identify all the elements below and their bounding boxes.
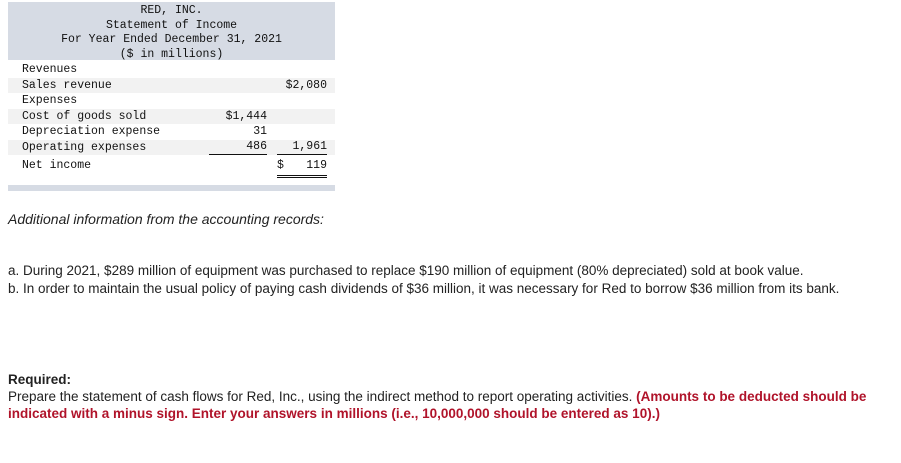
row-label: Expenses (22, 94, 78, 107)
row-label: Revenues (22, 63, 78, 76)
required-section (8, 371, 888, 422)
net-income-value: 119 (306, 159, 327, 172)
currency-symbol: $ (277, 159, 284, 172)
statement-units: ($ in millions) (119, 47, 224, 61)
row-label: Sales revenue (22, 78, 112, 92)
table-row (8, 124, 335, 140)
row-amount: 31 (253, 125, 267, 138)
required-text (8, 388, 888, 422)
required-instruction: (Amounts to be deducted should be indicated with a minus sign. Enter your answers in millions (i.e., 10,000,000 should be entered as 10).) (8, 389, 867, 421)
list-item: a. During 2021, $289 million of equipment was purchased to replace $190 million of equipment (80% depreciated) sold at book value. (8, 263, 804, 278)
additional-info-heading: Additional information from the accounting records: (8, 211, 324, 227)
table-row (8, 140, 335, 156)
income-statement (8, 2, 335, 191)
additional-info-list (8, 263, 888, 298)
row-total: 1,961 (277, 140, 327, 155)
net-income-total (277, 157, 327, 178)
table-row (8, 109, 335, 125)
statement-header (8, 2, 335, 60)
row-label: Depreciation expense (22, 125, 161, 138)
row-amount: 486 (209, 140, 267, 155)
list-item: b. In order to maintain the usual policy of paying cash dividends of $36 million, it was necessary for Red to borrow $36 million from its bank. (8, 280, 840, 296)
table-row (8, 78, 335, 94)
statement-period: For Year Ended December 31, 2021 (61, 33, 282, 46)
required-title: Required: (8, 372, 72, 387)
company-name: RED, INC. (140, 4, 203, 17)
row-label: Cost of goods sold (22, 109, 147, 123)
table-row (8, 93, 335, 109)
table-row (8, 62, 335, 78)
required-prompt: Prepare the statement of cash flows for Red, Inc., using the indirect method to report operating activities. (8, 389, 637, 404)
statement-title: Statement of Income (105, 18, 238, 32)
statement-rows (8, 62, 335, 177)
row-total: $2,080 (285, 78, 327, 92)
row-label: Net income (22, 159, 92, 172)
row-label: Operating expenses (22, 140, 147, 154)
statement-footer-bar (8, 185, 335, 191)
row-amount: $1,444 (225, 109, 267, 123)
table-row-net-income (8, 155, 335, 177)
